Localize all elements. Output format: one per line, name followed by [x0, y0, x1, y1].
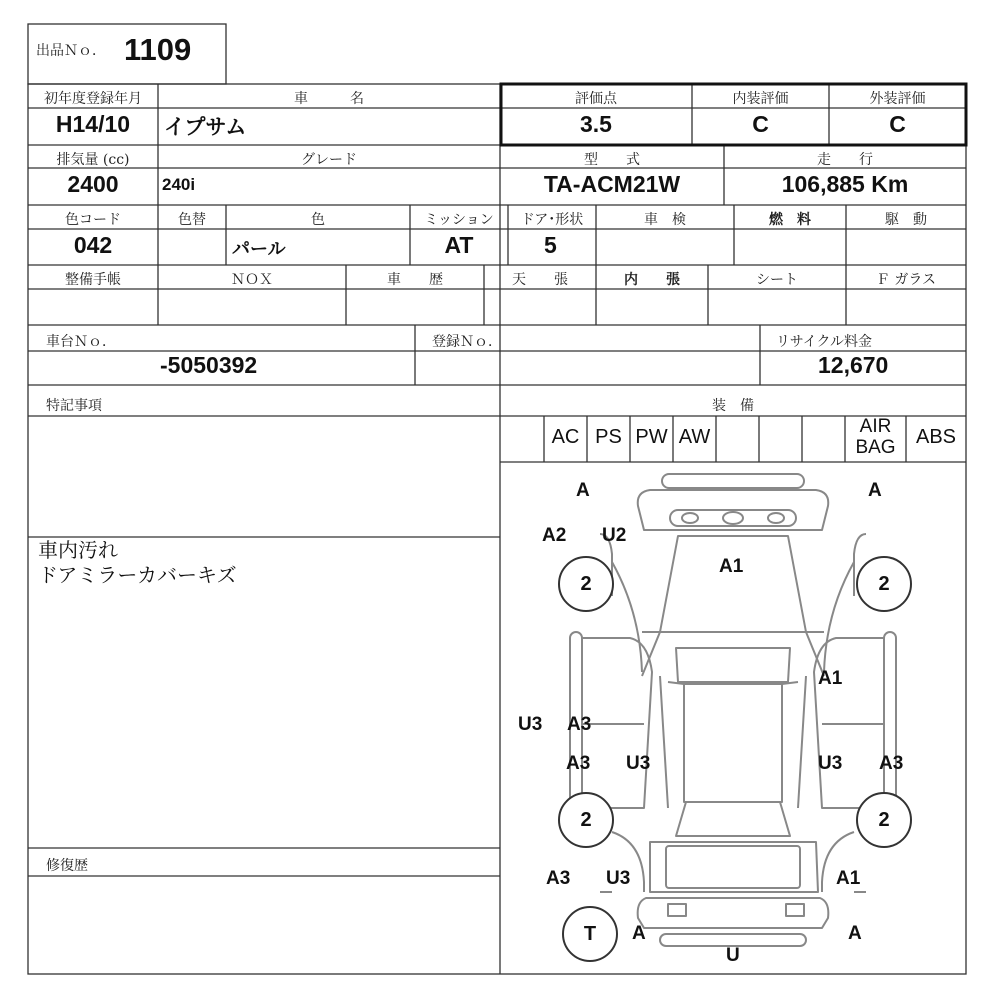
remarks-line-2: ドアミラーカバーキズ — [38, 563, 237, 587]
spare-tire: T — [562, 906, 618, 962]
doors-value: 5 — [544, 232, 557, 258]
damage-label-hood: A1 — [719, 556, 744, 577]
front-glass-label: Ｆ ガラス — [875, 272, 937, 288]
repair-history-label: 修復歴 — [46, 858, 88, 874]
exterior-grade-value: C — [889, 111, 906, 137]
interior-grade-label: 内装評価 — [732, 91, 789, 107]
grade-label: グレード — [301, 152, 357, 168]
damage-label-rear-left-a3: A3 — [546, 868, 571, 889]
remarks-label: 特記事項 — [46, 398, 102, 414]
score-label: 評価点 — [575, 91, 617, 107]
car-history-label: 車 歴 — [387, 272, 443, 288]
reg-date-value: H14/10 — [55, 111, 131, 137]
displacement-label: 排気量 (cc) — [56, 152, 130, 168]
damage-label-front-left: A — [576, 480, 590, 501]
doors-label: ドア･形状 — [520, 212, 584, 228]
reg-date-label: 初年度登録年月 — [44, 91, 142, 107]
roof-lining-label: 天 張 — [512, 272, 568, 288]
recycle-fee-label: リサイクル料金 — [776, 334, 873, 350]
inspection-label: 車 検 — [644, 212, 686, 228]
model-label: 型 式 — [584, 152, 640, 168]
damage-label-a2: A2 — [542, 525, 567, 546]
interior-grade-value: C — [752, 111, 769, 137]
repaint-label: 色替 — [178, 212, 206, 228]
model-value: TA-ACM21W — [543, 171, 681, 197]
color-value: パール — [232, 239, 286, 260]
registration-number-label: 登録Ｎｏ． — [432, 334, 502, 350]
interior-lining-label: 内 張 — [624, 272, 680, 288]
damage-label-left-front-door: A3 — [567, 714, 592, 735]
fuel-label: 燃 料 — [769, 212, 811, 228]
tire-rear-right: 2 — [856, 792, 912, 848]
damage-label-right-skirt: A3 — [879, 753, 904, 774]
damage-label-rear-bumper-u: U — [726, 945, 740, 966]
damage-label-rear-bumper-left: A — [632, 923, 646, 944]
mileage-label: 走 行 — [817, 152, 873, 168]
exterior-grade-label: 外装評価 — [869, 91, 926, 107]
damage-label-front-right: A — [868, 480, 882, 501]
nox-label: ＮＯＸ — [231, 272, 273, 288]
equipment-pw: PW — [635, 426, 668, 448]
car-name-value: イプサム — [164, 115, 247, 139]
chassis-number-label: 車台Ｎｏ． — [46, 334, 116, 350]
damage-label-left-rear-door: A3 — [566, 753, 591, 774]
damage-label-rear-bumper-right: A — [848, 923, 862, 944]
maintenance-book-label: 整備手帳 — [65, 272, 121, 288]
lot-label: 出品Ｎｏ． — [36, 43, 106, 59]
drive-label: 駆 動 — [885, 212, 927, 228]
tire-front-left: 2 — [558, 556, 614, 612]
car-name-label: 車 名 — [294, 91, 364, 107]
color-code-value: 042 — [73, 232, 113, 258]
damage-label-rear-right: A1 — [836, 868, 861, 889]
seat-label: シート — [756, 272, 798, 288]
damage-label-u2: U2 — [602, 525, 627, 546]
tire-rear-left: 2 — [558, 792, 614, 848]
mileage-value: 106,885 Km — [781, 171, 909, 197]
equipment-airbag: AIR BAG — [855, 416, 896, 458]
tire-front-right: 2 — [856, 556, 912, 612]
damage-label-right-pillar: A1 — [818, 668, 843, 689]
damage-label-right-rear-door: U3 — [818, 753, 843, 774]
equipment-abs: ABS — [915, 426, 957, 448]
mission-value: AT — [444, 232, 474, 258]
color-code-label: 色コード — [65, 212, 121, 228]
damage-label-left-rear-door-u3: U3 — [626, 753, 651, 774]
equipment-aw: AW — [678, 426, 711, 448]
chassis-number-value: -5050392 — [160, 352, 258, 378]
mission-label: ミッション — [424, 212, 494, 228]
damage-label-left-skirt: U3 — [518, 714, 543, 735]
equipment-ps: PS — [595, 426, 622, 448]
score-value: 3.5 — [580, 111, 612, 137]
lot-number: 1109 — [124, 32, 192, 67]
equipment-ac: AC — [551, 426, 580, 448]
remarks-line-1: 車内汚れ — [38, 538, 118, 562]
recycle-fee-value: 12,670 — [818, 352, 889, 378]
displacement-value: 2400 — [67, 171, 119, 197]
color-label: 色 — [311, 212, 325, 228]
grade-value: 240i — [162, 175, 196, 194]
equipment-label: 装 備 — [712, 398, 754, 414]
damage-label-rear-left-u3: U3 — [606, 868, 631, 889]
